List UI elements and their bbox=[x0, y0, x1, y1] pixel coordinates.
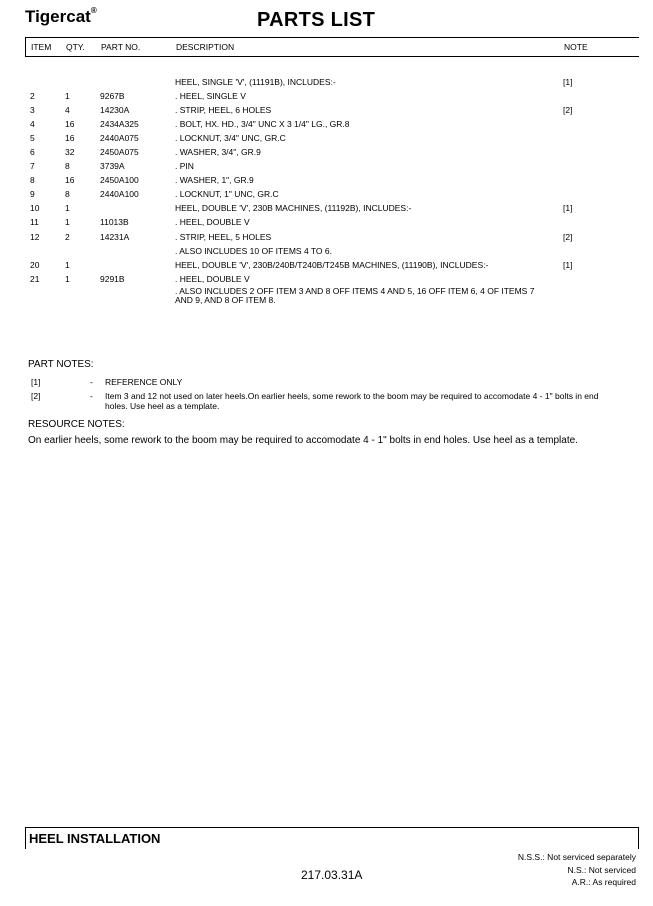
item-cell: 3 bbox=[30, 105, 35, 115]
part-cell: 14230A bbox=[100, 105, 130, 115]
desc-cell: . ALSO INCLUDES 10 OF ITEMS 4 TO 6. bbox=[175, 246, 332, 256]
table-row bbox=[0, 90, 653, 102]
table-row bbox=[0, 202, 653, 214]
qty-cell: 1 bbox=[65, 260, 70, 270]
part-cell: 9291B bbox=[100, 274, 125, 284]
table-row bbox=[0, 146, 653, 158]
item-cell: 2 bbox=[30, 91, 35, 101]
brand-name: Tigercat bbox=[25, 7, 91, 26]
table-row bbox=[0, 188, 653, 200]
table-row bbox=[0, 174, 653, 186]
part-note-dash: - bbox=[90, 391, 93, 401]
document-number: 217.03.31A bbox=[301, 868, 363, 882]
desc-cell: . STRIP, HEEL, 5 HOLES bbox=[175, 232, 272, 242]
part-cell: 9267B bbox=[100, 91, 125, 101]
legend-line: N.S.: Not serviced bbox=[567, 864, 636, 875]
desc-cell: . HEEL, SINGLE V bbox=[175, 91, 246, 101]
table-row bbox=[0, 76, 653, 88]
part-note-ref: [1] bbox=[31, 377, 41, 387]
legend-line: A.R.: As required bbox=[571, 877, 636, 887]
note-cell: [1] bbox=[563, 260, 573, 270]
desc-cell: . ALSO INCLUDES 2 OFF ITEM 3 AND 8 OFF ITEMS 4 AND 5, 16 OFF ITEM 6, 4 OF ITEMS 7 AND 9, AND 8 OF ITEM 8. bbox=[175, 286, 535, 305]
table-row bbox=[0, 245, 653, 257]
table-row bbox=[0, 104, 653, 116]
table-row bbox=[0, 216, 653, 228]
item-cell: 9 bbox=[30, 189, 35, 199]
desc-cell: . HEEL, DOUBLE V bbox=[175, 274, 250, 284]
desc-cell: HEEL, DOUBLE 'V', 230B/240B/T240B/T245B MACHINES, (11190B), INCLUDES:- bbox=[175, 260, 489, 270]
table-header bbox=[25, 37, 639, 57]
item-cell: 8 bbox=[30, 175, 35, 185]
note-cell: [2] bbox=[563, 105, 573, 115]
brand-logo bbox=[25, 7, 97, 27]
qty-cell: 1 bbox=[65, 91, 70, 101]
table-row bbox=[0, 118, 653, 130]
part-cell: 2450A075 bbox=[100, 147, 139, 157]
part-cell: 2440A075 bbox=[100, 133, 139, 143]
table-row bbox=[0, 273, 653, 285]
qty-cell: 16 bbox=[65, 175, 75, 185]
footer-title-box bbox=[25, 827, 639, 849]
table-row bbox=[0, 132, 653, 144]
desc-cell: . HEEL, DOUBLE V bbox=[175, 217, 250, 227]
note-cell: [1] bbox=[563, 77, 573, 87]
part-note-ref: [2] bbox=[31, 391, 41, 401]
desc-cell: HEEL, DOUBLE 'V', 230B MACHINES, (11192B), INCLUDES:- bbox=[175, 203, 412, 213]
desc-cell: . WASHER, 3/4", GR.9 bbox=[175, 147, 261, 157]
desc-cell: . BOLT, HX. HD., 3/4" UNC X 3 1/4" LG., GR.8 bbox=[175, 119, 350, 129]
part-note-dash: - bbox=[90, 377, 93, 387]
qty-cell: 1 bbox=[65, 217, 70, 227]
part-note-text: Item 3 and 12 not used on later heels.On earlier heels, some rework to the boom may be required to accomodate 4 - 1" bolts in end holes. Use heel as a template. bbox=[105, 391, 599, 411]
col-qty-header: QTY. bbox=[66, 42, 85, 52]
resource-notes-heading: RESOURCE NOTES: bbox=[28, 419, 125, 430]
item-cell: 7 bbox=[30, 161, 35, 171]
item-cell: 5 bbox=[30, 133, 35, 143]
qty-cell: 8 bbox=[65, 161, 70, 171]
legend-line: N.S.S.: Not serviced separately bbox=[517, 852, 636, 862]
table-row bbox=[0, 285, 653, 309]
item-cell: 20 bbox=[30, 260, 40, 270]
resource-notes-text: On earlier heels, some rework to the boom may be required to accomodate 4 - 1" bolts in end holes. Use heel as a template. bbox=[28, 435, 578, 446]
qty-cell: 1 bbox=[65, 274, 70, 284]
item-cell: 12 bbox=[30, 232, 40, 242]
footer-title: HEEL INSTALLATION bbox=[29, 831, 161, 846]
qty-cell: 8 bbox=[65, 189, 70, 199]
item-cell: 6 bbox=[30, 147, 35, 157]
desc-cell: HEEL, SINGLE 'V', (11191B), INCLUDES:- bbox=[175, 77, 336, 87]
desc-cell: . LOCKNUT, 3/4" UNC, GR.C bbox=[175, 133, 286, 143]
brand-registered-mark: ® bbox=[90, 6, 97, 15]
item-cell: 11 bbox=[30, 217, 39, 227]
qty-cell: 16 bbox=[65, 133, 75, 143]
table-row bbox=[0, 231, 653, 243]
col-item-header: ITEM bbox=[31, 42, 52, 52]
part-cell: 2434A325 bbox=[100, 119, 139, 129]
desc-cell: . WASHER, 1", GR.9 bbox=[175, 175, 254, 185]
part-note-text: REFERENCE ONLY bbox=[105, 377, 183, 387]
table-row bbox=[0, 259, 653, 271]
note-cell: [1] bbox=[563, 203, 573, 213]
qty-cell: 1 bbox=[65, 203, 70, 213]
part-cell: 3739A bbox=[100, 161, 125, 171]
item-cell: 4 bbox=[30, 119, 35, 129]
col-desc-header: DESCRIPTION bbox=[176, 42, 235, 52]
col-part-header: PART NO. bbox=[101, 42, 141, 52]
part-notes-heading: PART NOTES: bbox=[28, 359, 94, 370]
qty-cell: 4 bbox=[65, 105, 70, 115]
part-cell: 11013B bbox=[100, 217, 129, 227]
col-note-header: NOTE bbox=[564, 42, 588, 52]
qty-cell: 2 bbox=[65, 232, 70, 242]
desc-cell: . PIN bbox=[175, 161, 194, 171]
table-row bbox=[0, 160, 653, 172]
service-legend bbox=[518, 851, 636, 889]
page-title: PARTS LIST bbox=[257, 9, 376, 31]
part-cell: 2440A100 bbox=[100, 189, 139, 199]
qty-cell: 32 bbox=[65, 147, 75, 157]
item-cell: 10 bbox=[30, 203, 40, 213]
desc-cell: . LOCKNUT, 1" UNC, GR.C bbox=[175, 189, 279, 199]
desc-cell: . STRIP, HEEL, 6 HOLES bbox=[175, 105, 272, 115]
note-cell: [2] bbox=[563, 232, 573, 242]
part-cell: 14231A bbox=[100, 232, 130, 242]
item-cell: 21 bbox=[30, 274, 40, 284]
part-cell: 2450A100 bbox=[100, 175, 139, 185]
qty-cell: 16 bbox=[65, 119, 75, 129]
